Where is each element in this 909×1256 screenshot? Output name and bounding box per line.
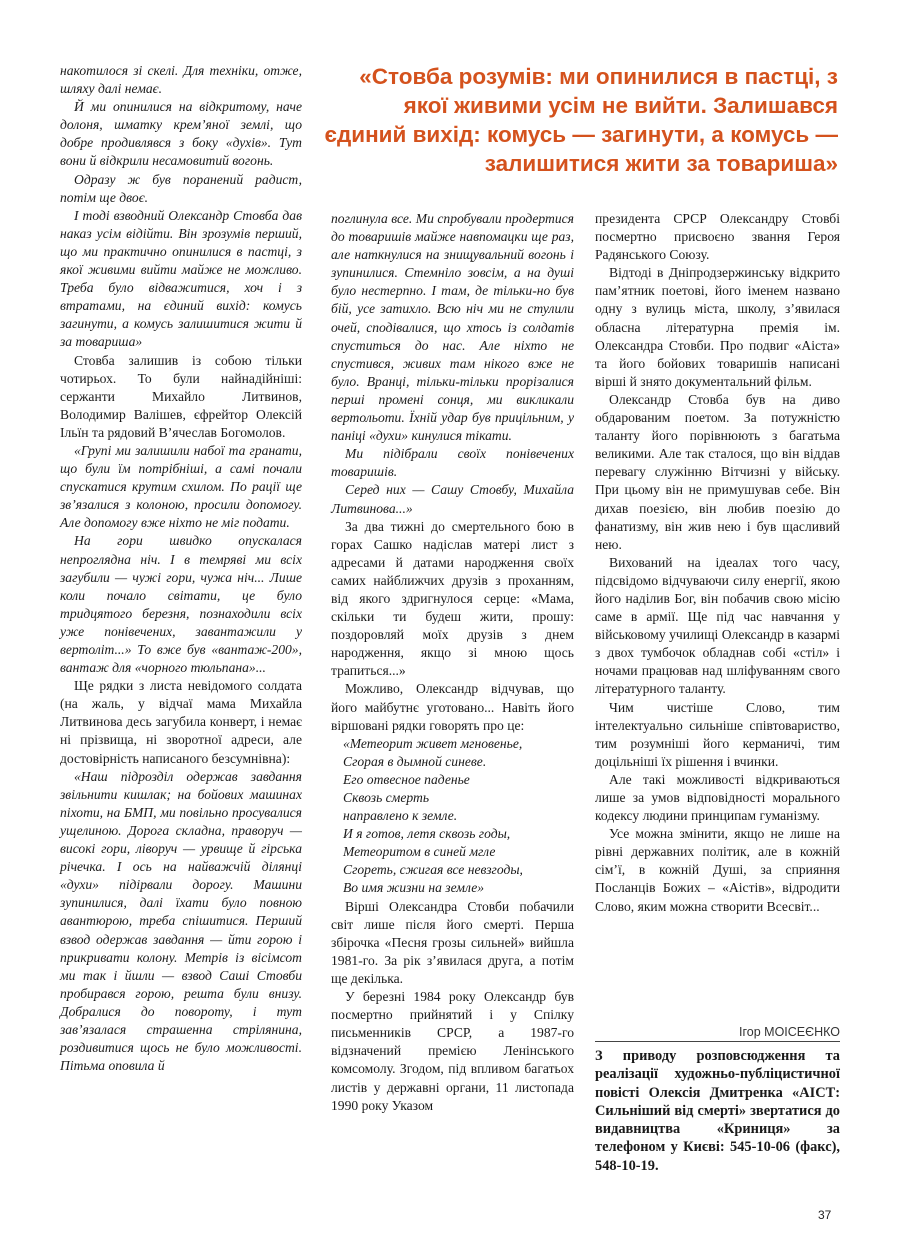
paragraph: І тоді взводний Олександр Стовба дав наказ усім відійти. Він зрозумів перший, що ми практично опинилися в пастці, з якої живими вийти майже не можливо. Треба було відважитися, хоч і з втратами, на єдиний вихід: комусь загинути, а комусь залишитися жити й за товариша» — [60, 207, 302, 350]
poem-line: Его отвесное паденье — [343, 771, 470, 787]
paragraph: За два тижні до смертельного бою в горах Сашко надіслав матері лист з адресами й датами народження своїх самих найближчих друзів з проханням, від якого здригнулося серце: «Мама, скільки ти будеш жити, прошу: поздоровляй моїх друзів з днем народження, якщо зі мною щось трапиться...» — [331, 518, 574, 679]
paragraph: Усе можна змінити, якщо не лише на рівні державних політик, але в кожній сім’ї, в кожній Душі, за сприяння Посланців Божих – «Аістів», відродити Слово, яким можна створити Всесвіт... — [595, 826, 840, 914]
paragraph: Вірші Олександра Стовби побачили світ лише після його смерті. Перша збірочка «Песня грозы сильней» вийшла 1981-го. За рік з’явилася друга, а потім ще декілька. — [331, 898, 574, 986]
paragraph: Стовба залишив із собою тільки чотирьох. То були найнадійніші: сержанти Михайло Литвинов, Володимир Валішев, єфрейтор Олексій Ільїн та рядовий В’ячеслав Богомолов. — [60, 352, 302, 440]
pull-quote: «Стовба розумів: ми опинилися в пастці, з якої живими усім не вийти. Залишався єдиний вихід: комусь — загинути, а комусь — залишитися жити за товариша» — [324, 64, 838, 176]
poem-line: Сквозь смерть — [343, 790, 430, 805]
poem-line: Сгореть, сжигая все невзгоды, — [343, 862, 523, 878]
paragraph: Й ми опинилися на відкритому, наче долоня, шматку крем’яної землі, що добре продивлявся з боку «духів». Тут вони й відкрили несамовитий вогонь. — [60, 99, 302, 169]
paragraph: Олександр Стовба був на диво обдарованим поетом. За потужністю таланту його порівнюють з багатьма великими. Але так сталося, що він віддав перевагу служінню Вітчизні у війську. При цьому він не примушував себе. Він дихав поезією, він любив поезію до фанатизму, він жив нею і був щасливий нею. — [595, 391, 840, 552]
paragraph: На гори швидко опускалася непроглядна ніч. І в темряві ми всіх загубили — чужі гори, чужа ніч... Лише коли почало світати, це було тридцятого березня, познаходили всіх уже понівечених, завантажили у вертоліт...» То вже був «вантаж-200», вантаж для «чорного тюльпана»... — [60, 533, 302, 676]
text-column-1 — [60, 62, 302, 1075]
paragraph: Але такі можливості відкриваються лише за умов відповідності морального кодексу людини принципам гуманізму. — [595, 771, 840, 824]
text-column-3 — [595, 210, 840, 916]
paragraph: Можливо, Олександр відчував, що його майбутнє уготовано... Навіть його віршовані рядки говорять про це: — [331, 681, 574, 733]
text-column-2 — [331, 210, 574, 1115]
page-number: 37 — [818, 1208, 832, 1222]
paragraph: Ще рядки з листа невідомого солдата (на жаль, у відчаї мама Михайла Литвинова десь загубила конверт, і немає ні прізвища, ні зворотної адреси, але достовірність написаного безсумнівна): — [60, 678, 302, 766]
paragraph: поглинула все. Ми спробували продертися до товаришів майже навпомацки ще раз, але наткнулися на знищувальний вогонь і зупинилися. Стемніло зовсім, а на душі було нестерпно. І там, де тільки-но був бій, усе затихло. Всю ніч ми не стулили очей, сподівалися, що хтось із солдатів спуститься до нас. Але ніхто не спустився, живих там нікого вже не було. Вранці, тільки-тільки прорізалися перші промені сонця, ми викликали вертольоти. Їхній удар був прицільним, у паніці «духи» кинулися тікати. — [331, 211, 574, 444]
poem-line: Метеоритом в синей мгле — [343, 844, 496, 860]
paragraph: Вихований на ідеалах того часу, підсвідомо відчуваючи силу енергії, якою його наділив Бог, він побачив свою місію саме в армії. Ще під час навчання у військовому училищі Олександр в казармі з двох тумбочок обладнав собі «стіл» і ночами працював над шліфуванням свого літературного таланту. — [595, 554, 840, 697]
paragraph: президента СРСР Олександру Стовбі посмертно присвоєно звання Героя Радянського Союзу. — [595, 211, 840, 263]
poem-line: Сгорая в дымной синеве. — [343, 753, 487, 769]
paragraph: накотилося зі скелі. Для техніки, отже, шляху далі немає. — [60, 63, 302, 97]
paragraph: Ми підібрали своїх понівечених товаришів. — [331, 446, 574, 480]
poem-line: направлено к земле. — [343, 808, 458, 824]
paragraph: «Групі ми залишили набої та гранати, що були їм потрібніші, а самі почали спускатися крутим схилом. По рації ще зв’язалися з колоною, просили допомогу. Але допомогу вже ніхто не міг подати. — [60, 442, 302, 531]
poem-line: И я готов, летя сквозь годы, — [343, 826, 511, 842]
author-byline: Ігор МОІСЕЄНКО — [739, 1025, 840, 1039]
distribution-note: З приводу розповсюдження та реалізації художньо-публіцистичної повісті Олексія Дмитренка «АІСТ: Сильніший від смерті» звертатися до видавництва «Криниця» за телефоном у Києві: 545-10-06 (факс), 548-10-19. — [595, 1048, 840, 1174]
paragraph: «Наш підрозділ одержав завдання звільнити кишлак; на бойових машинах піхоти, на БМП, ми повільно просувалися ущелиною. Дорога складна, праворуч — високі гори, ліворуч — урвище й гірська річечка. І ось на найважчій ділянці «духи» підірвали дорогу. Машини зупинилися, далі їхати було повною авантюрою, треба спішитися. Перший взвод одержав завдання — йти горою і прикривати колону. Метрів із вісімсот ми так і йшли — взвод Саші Стовби пробирався горою, решта були внизу. Добралися до повороту, і тут зав’язалася страшенна стрілянина, роздивитися щось не було можливості. Пітьма оповила й — [60, 768, 302, 1074]
paragraph: Чим чистіше Слово, тим інтелектуально сильніше співтовариство, тим розумніші його керманичі, тим доцільніші їх рішення і вчинки. — [595, 699, 840, 769]
paragraph: Одразу ж був поранений радист, потім ще двоє. — [60, 171, 302, 205]
poem-line: «Метеорит живет мгновенье, — [343, 735, 523, 751]
divider — [595, 1041, 840, 1042]
paragraph: Відтоді в Дніпродзержинську відкрито пам’ятник поетові, його іменем названо одну з вулиць міста, школу, з’явилася обласна літературна премія ім. Олександра Стовби. Про подвиг «Аіста» та його бойових товаришів написані вірші й знято документальний фільм. — [595, 265, 840, 389]
paragraph: Серед них — Сашу Стовбу, Михайла Литвинова...» — [331, 482, 574, 516]
poem-line: Во имя жизни на земле» — [343, 880, 485, 896]
paragraph: У березні 1984 року Олександр був посмертно прийнятий і у Спілку письменників СРСР, а 1987-го відзначений премією Ленінського комсомолу. Згодом, під впливом багатьох листів у державні органи, 11 листопада 1990 року Указом — [331, 989, 574, 1113]
